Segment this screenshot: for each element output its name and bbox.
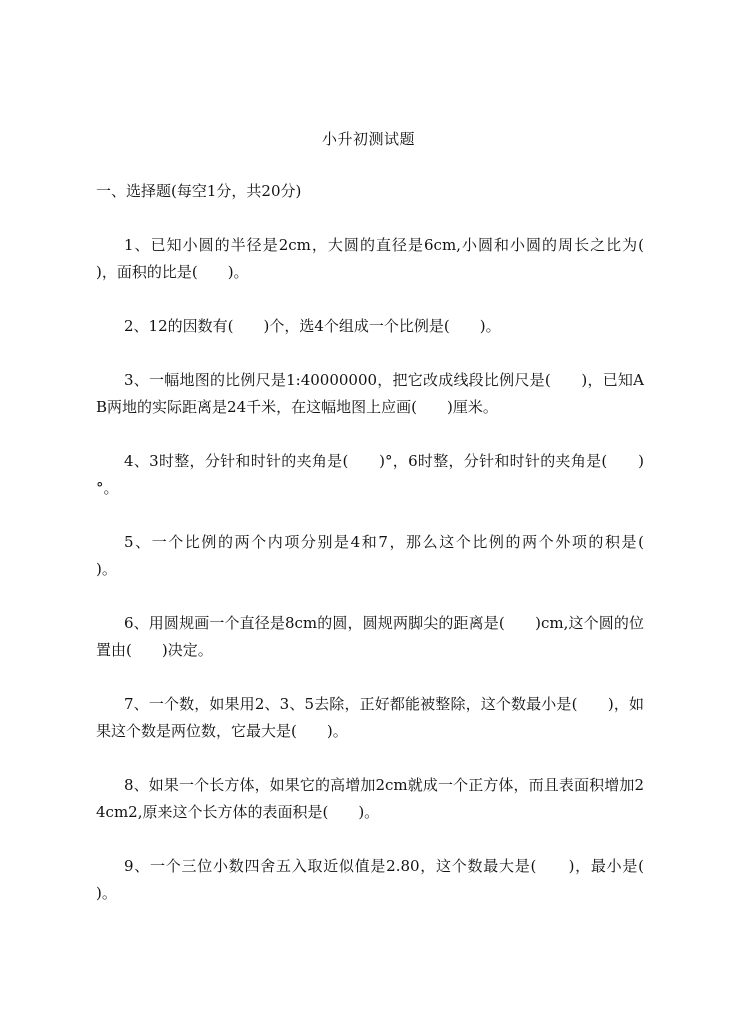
page-title: 小升初测试题 [321,130,415,148]
section-heading: 一、选择题(每空1分，共20分) [96,182,302,200]
question-6: 6、用圆规画一个直径是8cm的圆，圆规两脚尖的距离是( )cm,这个圆的位置由( )决定。 [96,614,644,659]
question-8: 8、如果一个长方体，如果它的高增加2cm就成一个正方体，而且表面积增加24cm2,原来这个长方体的表面积是( )。 [96,776,644,821]
question-5: 5、一个比例的两个内项分别是4和7，那么这个比例的两个外项的积是( )。 [96,533,675,578]
question-list [96,232,675,934]
question-3: 3、一幅地图的比例尺是1:40000000，把它改成线段比例尺是( )，已知AB两地的实际距离是24千米，在这幅地图上应画( )厘米。 [96,371,644,416]
question-7: 7、一个数，如果用2、3、5去除，正好都能被整除，这个数最小是( )，如果这个数是两位数，它最大是( )。 [96,695,644,740]
question-2: 2、12的因数有( )个，选4个组成一个比例是( )。 [124,317,501,335]
question-1: 1、已知小圆的半径是2cm，大圆的直径是6cm,小圆和小圆的周长之比为( )，面积的比是( )。 [96,236,675,281]
question-9: 9、一个三位小数四舍五入取近似值是2.80，这个数最大是( )，最小是( )。 [96,857,675,902]
question-4: 4、3时整，分针和时针的夹角是( )°，6时整，分针和时针的夹角是( )°。 [96,452,644,497]
